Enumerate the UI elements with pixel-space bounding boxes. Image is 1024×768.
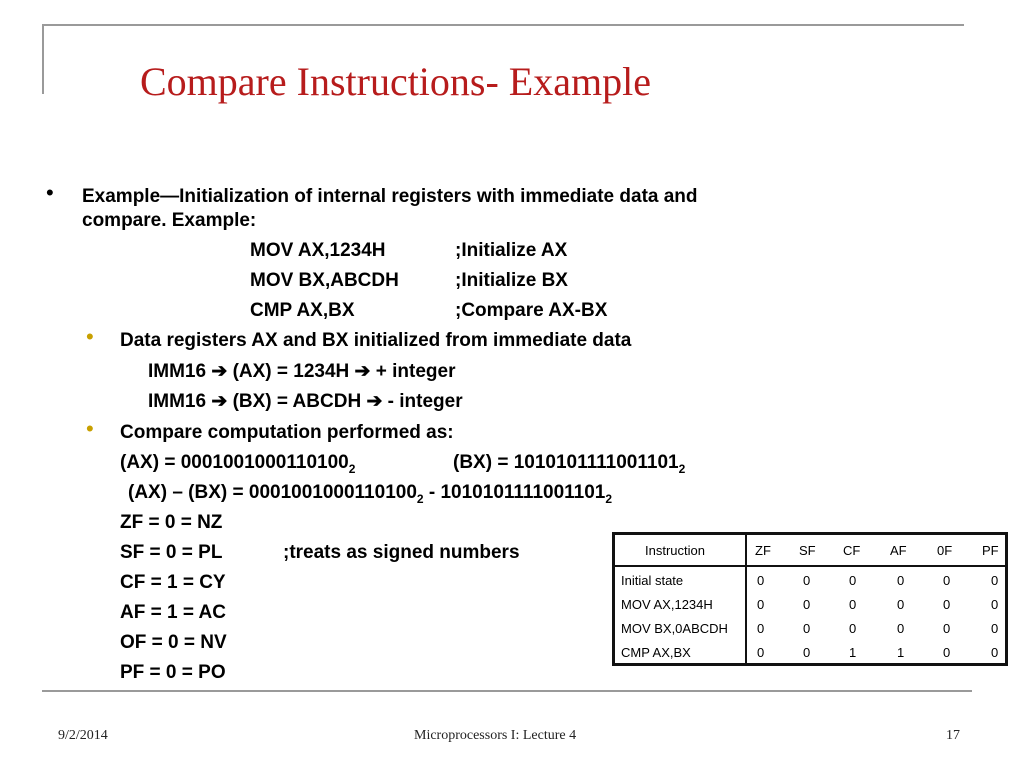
flag-line: OF = 0 = NV <box>120 632 227 653</box>
table-row-label: MOV BX,0ABCDH <box>621 621 728 636</box>
table-header-cell: PF <box>982 543 999 558</box>
bx-binary: (BX) = 1010101111001101 <box>453 452 679 473</box>
intro-line-1: Example—Initialization of internal registers with immediate data and <box>82 186 698 207</box>
base-subscript: 2 <box>605 491 613 506</box>
table-cell: 0 <box>991 645 999 660</box>
difference-rhs: - 1010101111001101 <box>428 482 606 503</box>
arrow-right-icon: ➔ <box>211 361 228 382</box>
ax-binary: (AX) = 0001001000110100 <box>120 452 349 473</box>
code-line <box>250 300 607 322</box>
table-header-cell: 0F <box>937 543 953 558</box>
table-cell: 0 <box>943 645 951 660</box>
code-instruction: MOV BX,ABCDH <box>250 270 399 291</box>
bullet3-text: Compare computation performed as: <box>120 422 454 443</box>
footer-page-number: 17 <box>946 728 960 743</box>
table-cell: 0 <box>943 621 951 636</box>
difference-lhs: (AX) – (BX) = 0001001000110100 <box>128 482 417 503</box>
imm-ax-sign: + integer <box>375 361 456 382</box>
table-cell: 1 <box>849 645 857 660</box>
table-cell: 0 <box>943 597 951 612</box>
table-cell: 0 <box>803 573 811 588</box>
arrow-right-icon: ➔ <box>366 391 383 412</box>
imm-bx-value: (BX) = ABCDH <box>232 391 362 412</box>
table-row-label: Initial state <box>621 573 684 588</box>
flag-line: CF = 1 = CY <box>120 572 226 593</box>
imm-bx-line <box>148 391 463 413</box>
frame-top-line <box>42 24 964 26</box>
table-row-label: MOV AX,1234H <box>621 597 713 612</box>
table-cell: 1 <box>897 645 905 660</box>
table-cell: 0 <box>849 573 857 588</box>
flag-line: PF = 0 = PO <box>120 662 226 683</box>
arrow-right-icon: ➔ <box>211 391 228 412</box>
table-cell: 0 <box>897 621 905 636</box>
imm-bx-sign: - integer <box>387 391 463 412</box>
flag-note: ;treats as signed numbers <box>283 542 520 563</box>
table-cell: 0 <box>803 645 811 660</box>
sub-bullet-dot: • <box>86 416 94 441</box>
table-cell: 0 <box>849 597 857 612</box>
imm-ax-value: (AX) = 1234H <box>232 361 350 382</box>
table-header-cell: ZF <box>755 543 771 558</box>
code-line <box>250 240 567 262</box>
table-cell: 0 <box>943 573 951 588</box>
flag-text: SF = 0 = PL <box>120 542 223 563</box>
table-header-cell: AF <box>890 543 907 558</box>
table-cell: 0 <box>849 621 857 636</box>
intro-line-2: compare. Example: <box>82 210 257 231</box>
code-comment: ;Initialize BX <box>455 270 568 291</box>
ax-bx-values-line <box>120 452 685 474</box>
table-cell: 0 <box>991 573 999 588</box>
table-header-cell: Instruction <box>645 543 705 558</box>
imm-ax-src: IMM16 <box>148 361 207 382</box>
difference-line <box>128 482 612 504</box>
base-subscript: 2 <box>416 491 424 506</box>
sub-bullet-dot: • <box>86 324 94 349</box>
table-cell: 0 <box>757 645 765 660</box>
imm-ax-line <box>148 361 455 383</box>
table-divider <box>745 535 747 663</box>
table-cell: 0 <box>897 573 905 588</box>
table-cell: 0 <box>991 621 999 636</box>
table-cell: 0 <box>757 621 765 636</box>
frame-left-line <box>42 24 44 94</box>
table-cell: 0 <box>991 597 999 612</box>
base-subscript: 2 <box>348 461 356 476</box>
table-cell: 0 <box>803 621 811 636</box>
table-cell: 0 <box>897 597 905 612</box>
table-cell: 0 <box>803 597 811 612</box>
table-cell: 0 <box>757 597 765 612</box>
code-instruction: CMP AX,BX <box>250 300 355 321</box>
bullet-dot: • <box>46 180 54 205</box>
footer-course: Microprocessors I: Lecture 4 <box>414 728 577 743</box>
flag-line <box>120 542 520 564</box>
table-row-label: CMP AX,BX <box>621 645 691 660</box>
flags-table <box>612 532 1008 666</box>
table-header-row <box>615 535 1005 567</box>
table-cell: 0 <box>757 573 765 588</box>
slide-title: Compare Instructions- Example <box>140 59 651 104</box>
flag-line: ZF = 0 = NZ <box>120 512 223 533</box>
code-comment: ;Compare AX-BX <box>455 300 608 321</box>
bullet2-text: Data registers AX and BX initialized from immediate data <box>120 330 632 351</box>
footer-date: 9/2/2014 <box>58 728 108 743</box>
arrow-right-icon: ➔ <box>354 361 371 382</box>
table-header-cell: CF <box>843 543 861 558</box>
imm-bx-src: IMM16 <box>148 391 207 412</box>
code-instruction: MOV AX,1234H <box>250 240 386 261</box>
base-subscript: 2 <box>678 461 686 476</box>
table-header-cell: SF <box>799 543 816 558</box>
footer-divider <box>42 690 972 692</box>
flag-line: AF = 1 = AC <box>120 602 226 623</box>
code-line <box>250 270 568 292</box>
code-comment: ;Initialize AX <box>455 240 568 261</box>
